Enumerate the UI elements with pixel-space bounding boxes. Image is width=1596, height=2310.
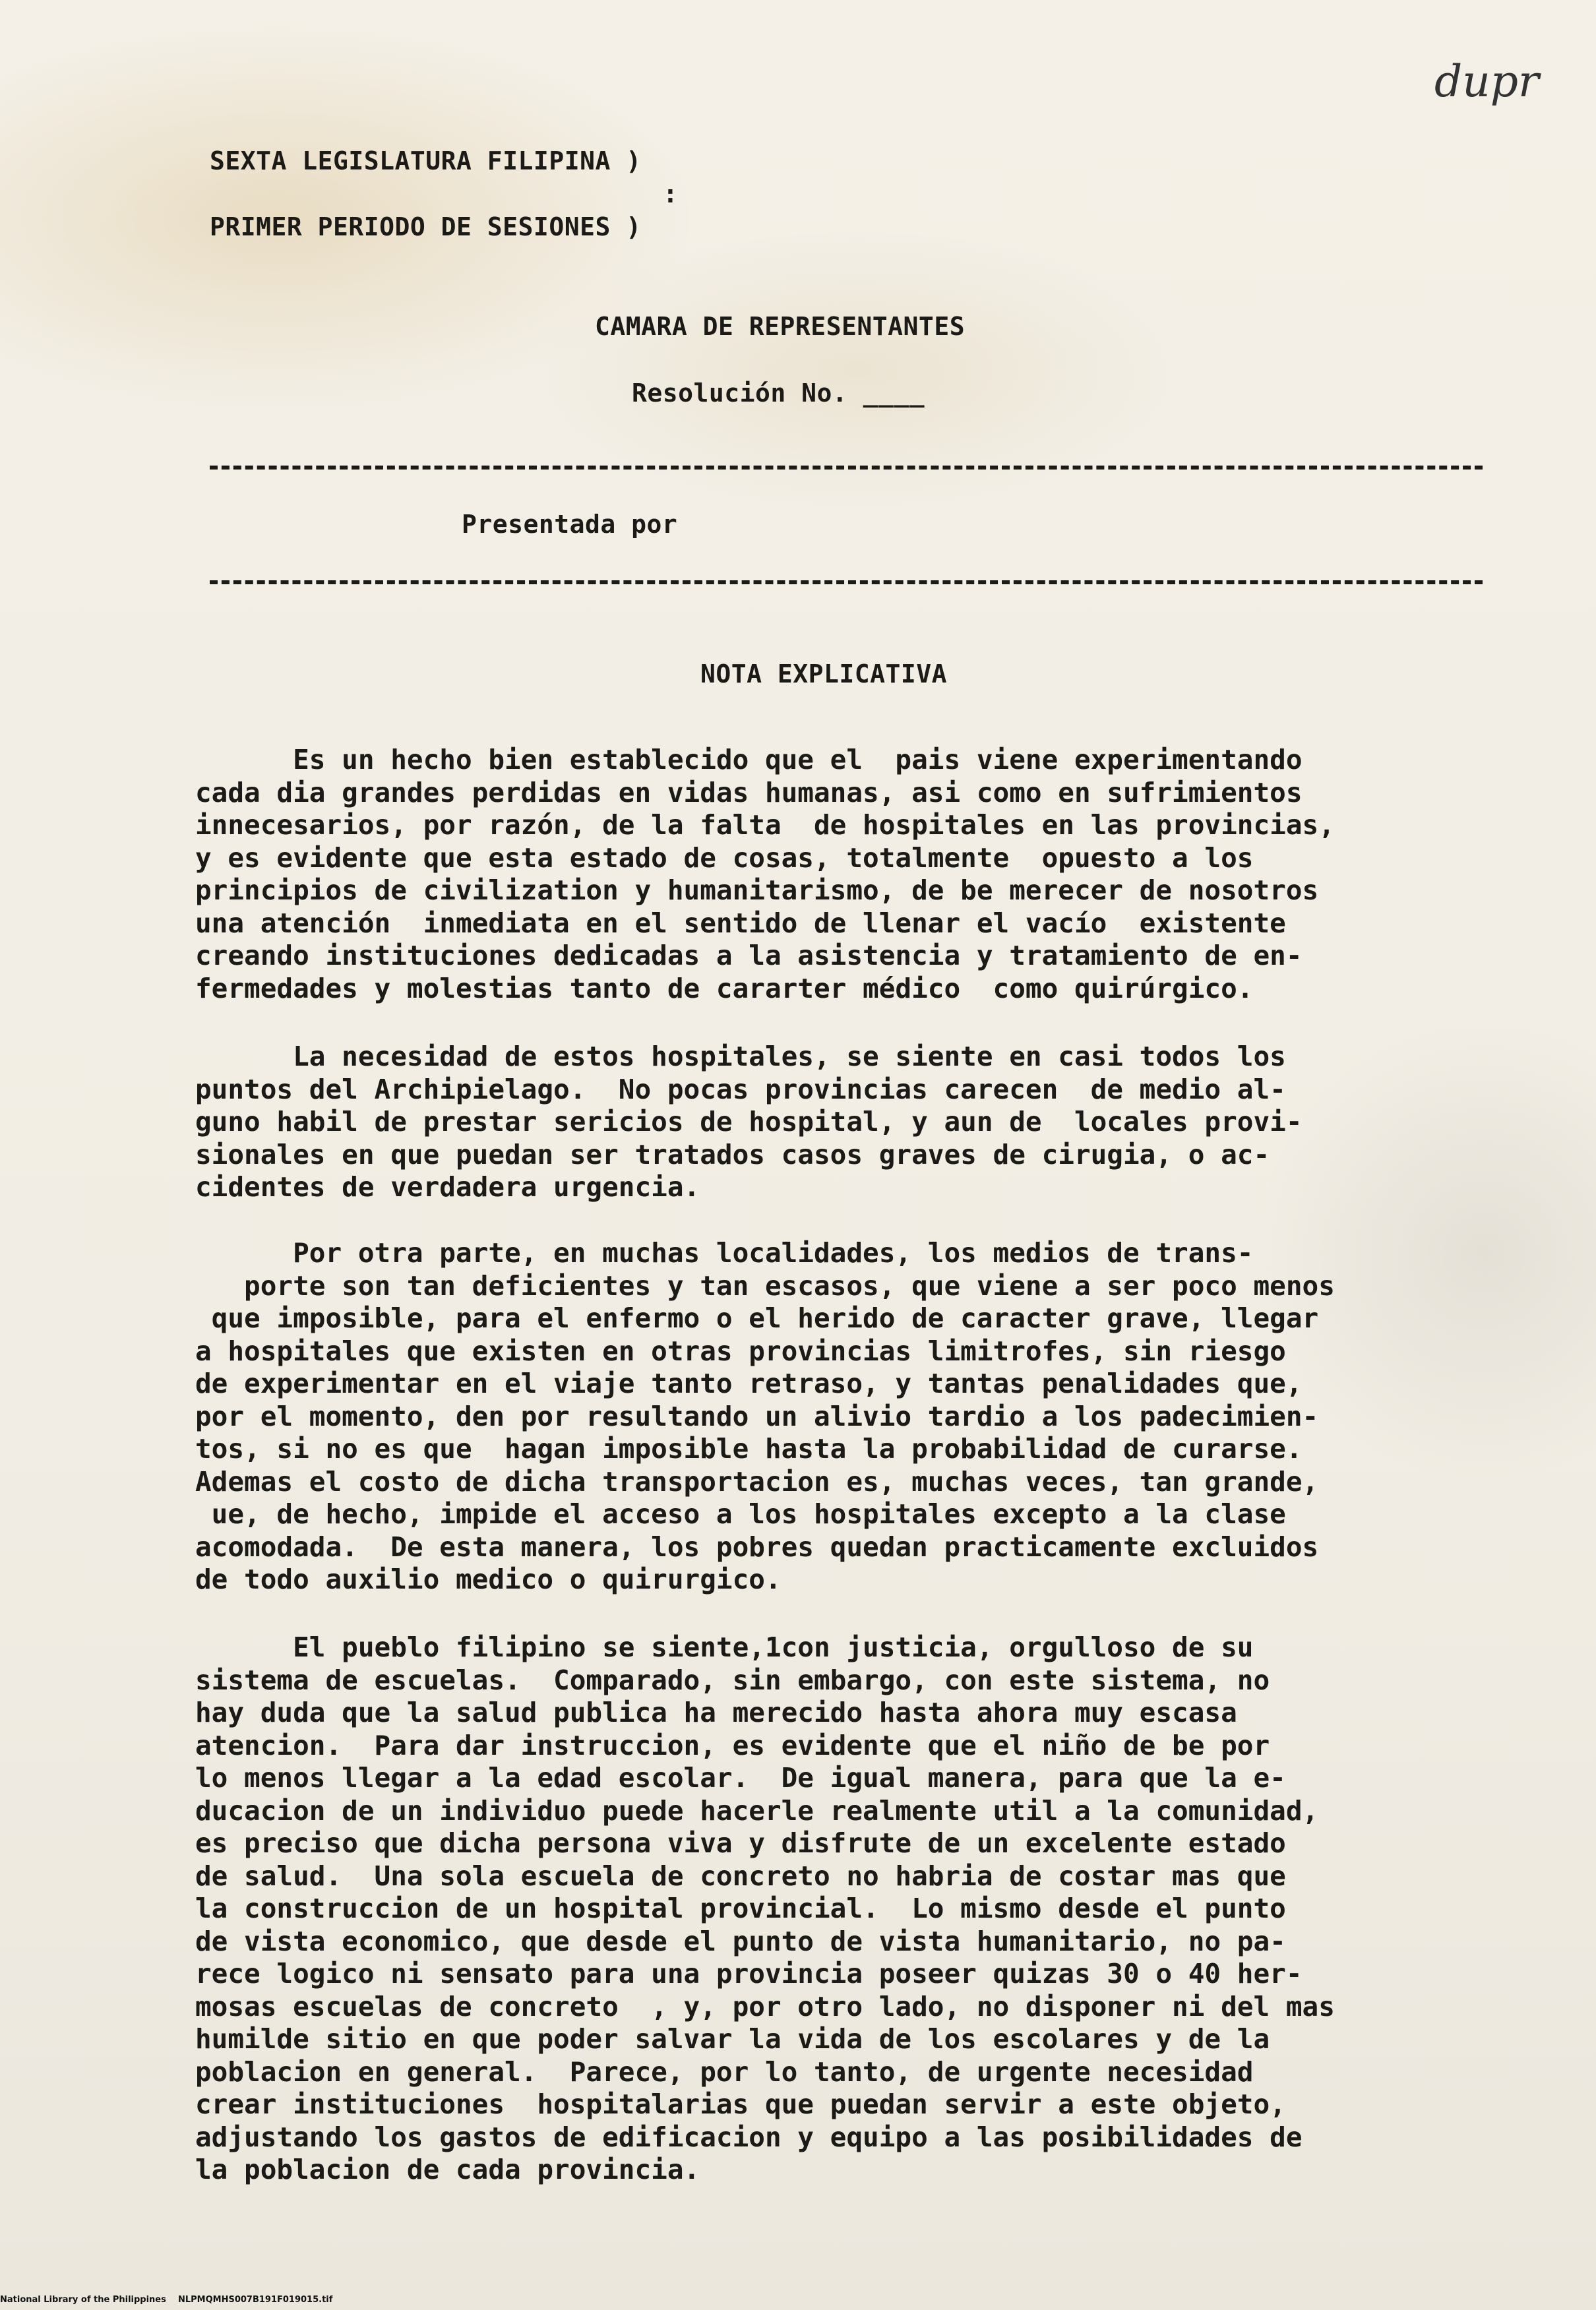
text-line: Es un hecho bien establecido que el pais viene experimentando: [195, 744, 1303, 775]
header-colon: :: [663, 179, 679, 208]
text-line: atencion. Para dar instruccion, es evidente que el niño de be por: [195, 1729, 1270, 1761]
text-line: rece logico ni sensato para una provincia poseer quizas 30 o 40 her-: [195, 1958, 1303, 1990]
legislature-heading: SEXTA LEGISLATURA FILIPINA ): [210, 146, 642, 175]
resolution-number: Resolución No. ____: [632, 379, 925, 408]
text-line: puntos del Archipielago. No pocas provincias carecen de medio al-: [195, 1073, 1286, 1105]
text-line: hay duda que la salud publica ha merecido hasta ahora muy escasa: [195, 1697, 1237, 1728]
text-line: una atención inmediata en el sentido de llenar el vacío existente: [195, 907, 1286, 939]
text-line: y es evidente que esta estado de cosas, totalmente opuesto a los: [195, 841, 1254, 874]
paragraph-1: [195, 744, 1396, 1005]
text-line: lo menos llegar a la edad escolar. De igual manera, para que la e-: [195, 1762, 1286, 1794]
text-line: de salud. Una sola escuela de concreto no habria de costar mas que: [195, 1860, 1286, 1892]
text-line: creando instituciones dedicadas a la asistencia y tratamiento de en-: [195, 940, 1303, 971]
text-line: ducacion de un individuo puede hacerle realmente util a la comunidad,: [195, 1794, 1319, 1827]
session-period-heading: PRIMER PERIODO DE SESIONES ): [210, 212, 642, 241]
text-line: porte son tan deficientes y tan escasos, que viene a ser poco menos: [195, 1269, 1335, 1302]
text-line: Ademas el costo de dicha transportacion es, muchas veces, tan grande,: [195, 1465, 1319, 1498]
text-line: sionales en que puedan ser tratados casos graves de cirugia, o ac-: [195, 1138, 1270, 1170]
text-line: mosas escuelas de concreto , y, por otro lado, no disponer ni del mas: [195, 1990, 1335, 2022]
dashed-divider-top: [210, 466, 1483, 470]
text-line: poblacion en general. Parece, por lo tanto, de urgente necesidad: [195, 2055, 1254, 2088]
text-line: principios de civilization y humanitarismo, de be merecer de nosotros: [195, 874, 1319, 906]
text-line: innecesarios, por razón, de la falta de hospitales en las provincias,: [195, 809, 1335, 841]
text-line: tos, si no es que hagan imposible hasta la probabilidad de curarse.: [195, 1433, 1303, 1465]
text-line: la poblacion de cada provincia.: [195, 2154, 700, 2185]
text-line: crear instituciones hospitalarias que puedan servir a este objeto,: [195, 2088, 1286, 2120]
text-line: es preciso que dicha persona viva y disfrute de un excelente estado: [195, 1827, 1286, 1859]
archive-footer: National Library of the Philippines NLPMQMHS007B191F019015.tif: [0, 2295, 333, 2305]
text-line: de todo auxilio medico o quirurgico.: [195, 1564, 782, 1595]
text-line: de experimentar en el viaje tanto retraso, y tantas penalidades que,: [195, 1368, 1303, 1399]
document-title: NOTA EXPLICATIVA: [700, 659, 948, 688]
text-line: la construccion de un hospital provincial. Lo mismo desde el punto: [195, 1893, 1286, 1924]
presented-by-label: Presentada por: [462, 510, 678, 539]
text-line: a hospitales que existen en otras provincias limitrofes, sin riesgo: [195, 1335, 1286, 1367]
chamber-heading: CAMARA DE REPRESENTANTES: [595, 312, 966, 341]
text-line: adjustando los gastos de edificacion y equipo a las posibilidades de: [195, 2121, 1303, 2153]
paragraph-3: [195, 1237, 1396, 1596]
text-line: Por otra parte, en muchas localidades, los medios de trans-: [195, 1237, 1254, 1269]
text-line: de vista economico, que desde el punto de vista humanitario, no pa-: [195, 1925, 1286, 1957]
text-line: acomodada. De esta manera, los pobres quedan practicamente excluidos: [195, 1531, 1319, 1563]
text-line: ue, de hecho, impide el acceso a los hospitales excepto a la clase: [195, 1498, 1286, 1530]
text-line: fermedades y molestias tanto de cararter médico como quirúrgico.: [195, 972, 1254, 1004]
handwritten-note: dupr: [1434, 56, 1539, 107]
text-line: guno habil de prestar sericios de hospital, y aun de locales provi-: [195, 1106, 1303, 1138]
text-line: cada dia grandes perdidas en vidas humanas, asi como en sufrimientos: [195, 776, 1303, 808]
dashed-divider-bottom: [210, 580, 1483, 584]
text-line: sistema de escuelas. Comparado, sin embargo, con este sistema, no: [195, 1664, 1270, 1696]
text-line: humilde sitio en que poder salvar la vida de los escolares y de la: [195, 2023, 1270, 2055]
text-line: que imposible, para el enfermo o el herido de caracter grave, llegar: [195, 1302, 1319, 1334]
text-line: El pueblo filipino se siente,1con justicia, orgulloso de su: [195, 1631, 1254, 1663]
text-line: por el momento, den por resultando un alivio tardio a los padecimien-: [195, 1400, 1319, 1432]
text-line: La necesidad de estos hospitales, se siente en casi todos los: [195, 1041, 1286, 1072]
paragraph-4: [195, 1631, 1396, 2187]
text-line: cidentes de verdadera urgencia.: [195, 1171, 700, 1203]
paragraph-2: [195, 1041, 1396, 1204]
